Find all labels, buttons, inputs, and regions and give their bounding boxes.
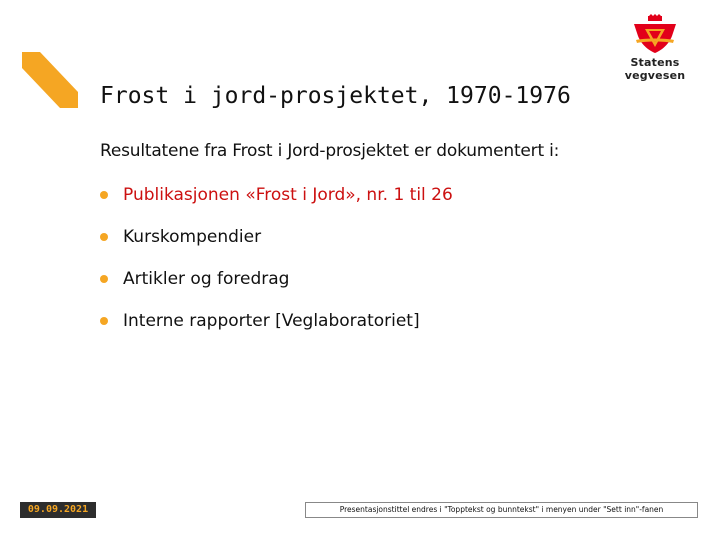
footer-date: 09.09.2021 bbox=[20, 502, 96, 518]
footer-note: Presentasjonstittel endres i "Topptekst og bunntekst" i menyen under "Sett inn"-fanen bbox=[305, 502, 698, 518]
bullet-item bbox=[100, 300, 453, 342]
statens-vegvesen-logo bbox=[600, 14, 710, 82]
bullet-dot-icon bbox=[100, 233, 108, 241]
bullet-list bbox=[100, 174, 453, 342]
bullet-dot-icon bbox=[100, 191, 108, 199]
bullet-item bbox=[100, 258, 453, 300]
bullet-text-course-compendia: Kurskompendier bbox=[123, 227, 262, 247]
bullet-dot-icon bbox=[100, 317, 108, 325]
slide-intro: Resultatene fra Frost i Jord-prosjektet er dokumentert i: bbox=[100, 141, 560, 161]
bullet-text-internal-reports: Interne rapporter [Veglaboratoriet] bbox=[123, 311, 420, 331]
bullet-text-publication: Publikasjonen «Frost i Jord», nr. 1 til 26 bbox=[123, 185, 453, 205]
bullet-dot-icon bbox=[100, 275, 108, 283]
bullet-text-articles: Artikler og foredrag bbox=[123, 269, 290, 289]
bullet-item bbox=[100, 174, 453, 216]
decorative-stripe bbox=[22, 52, 78, 108]
slide-title: Frost i jord-prosjektet, 1970-1976 bbox=[100, 83, 571, 109]
bullet-item bbox=[100, 216, 453, 258]
logo-text: Statens vegvesen bbox=[624, 56, 686, 82]
coat-of-arms-icon bbox=[632, 14, 678, 54]
